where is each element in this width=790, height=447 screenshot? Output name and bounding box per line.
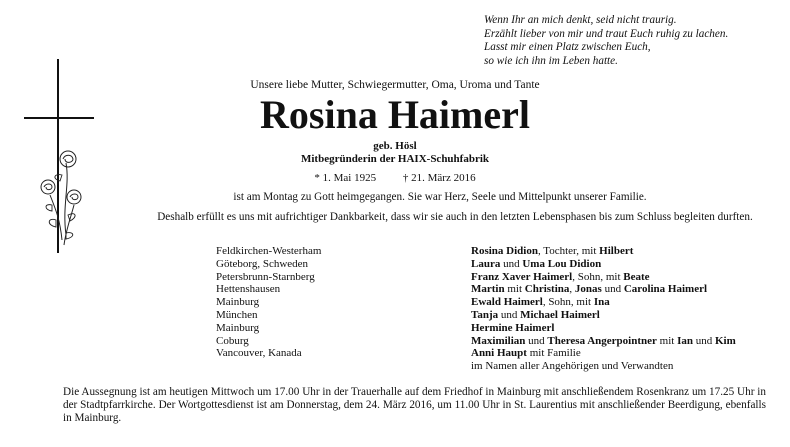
mourner-line bbox=[471, 258, 781, 271]
mourner-text: , Sohn, mit bbox=[572, 270, 624, 283]
mourner-text: Laura bbox=[471, 257, 501, 270]
poem-line: Erzählt lieber von mir und traut Euch ruhig zu lachen. bbox=[484, 27, 729, 40]
deceased-name: Rosina Haimerl bbox=[260, 92, 530, 137]
mourner-line bbox=[471, 335, 781, 348]
places-list bbox=[216, 245, 456, 360]
place-item: München bbox=[216, 308, 258, 321]
paragraph-1: ist am Montag zu Gott heimgegangen. Sie war Herz, Seele und Mittelpunkt unserer Familie. bbox=[233, 191, 647, 203]
mourner-text: und bbox=[500, 257, 523, 270]
place-item: Hettenshausen bbox=[216, 283, 281, 296]
mourner-text: Hilbert bbox=[599, 245, 634, 257]
funeral-details: Die Aussegnung ist am heutigen Mittwoch um 17.00 Uhr in der Trauerhalle auf dem Friedhof in Mainburg mit anschließendem Rosenkranz um 17.25 Uhr in der Stadtpfarrkirche. Der Wortgottesdienst ist am Donnerstag, dem 24. März 2016, um 11.00 Uhr in St. Laurentius mit anschließender Beerdigung, ebenfalls in Mainburg. bbox=[63, 386, 766, 425]
mourner-line bbox=[471, 360, 781, 373]
mourner-line bbox=[471, 271, 781, 284]
place-item: Coburg bbox=[216, 334, 249, 347]
mourner-text: Ina bbox=[593, 296, 610, 309]
mourner-line bbox=[471, 296, 781, 309]
mourner-text: und bbox=[601, 283, 624, 296]
place-item: Petersbrunn-Starnberg bbox=[216, 270, 315, 283]
mourner-text: Franz Xaver Haimerl bbox=[471, 270, 573, 283]
place-item: Mainburg bbox=[216, 321, 260, 334]
mourner-text: Tanja bbox=[471, 308, 499, 321]
poem-line: Wenn Ihr an mich denkt, seid nicht traurig. bbox=[484, 14, 677, 26]
mourner-text: Ewald Haimerl bbox=[471, 296, 543, 309]
place-item: Göteborg, Schweden bbox=[216, 257, 309, 270]
maiden-name: geb. Hösl bbox=[373, 140, 417, 152]
mourner-text: Ian bbox=[677, 334, 693, 347]
mourner-text: , Tochter, mit bbox=[537, 245, 600, 257]
mourner-text: Theresa Angerpointner bbox=[547, 334, 657, 347]
mourner-text: Hermine Haimerl bbox=[471, 321, 555, 334]
role-text: Mitbegründerin der HAIX-Schuhfabrik bbox=[300, 153, 490, 165]
mourner-text: Christina bbox=[524, 283, 570, 296]
mourner-text: und bbox=[525, 334, 548, 347]
mourner-line bbox=[471, 283, 781, 296]
mourner-text: Maximilian bbox=[471, 334, 526, 347]
birth-date: * 1. Mai 1925 bbox=[314, 172, 377, 184]
poem bbox=[484, 14, 784, 68]
place-item: Vancouver, Kanada bbox=[216, 347, 302, 360]
place-item: Feldkirchen-Westerham bbox=[216, 245, 322, 257]
mourner-text: und bbox=[498, 308, 521, 321]
death-date: † 21. März 2016 bbox=[402, 172, 476, 184]
mourner-text: mit bbox=[504, 283, 525, 296]
mourner-text: Jonas bbox=[574, 283, 602, 296]
poem-line: Lasst mir einen Platz zwischen Euch, bbox=[484, 41, 651, 54]
mourner-text: Martin bbox=[471, 283, 505, 296]
mourner-text: Kim bbox=[714, 334, 736, 347]
intro-text: Unsere liebe Mutter, Schwiegermutter, Oma, Uroma und Tante bbox=[250, 79, 540, 91]
mourner-text: und bbox=[692, 334, 715, 347]
mourner-text: mit Familie bbox=[526, 347, 581, 360]
paragraph-2: Deshalb erfüllt es uns mit aufrichtiger Dankbarkeit, dass wir sie auch in den letzten Lebensphasen bis zum Schluss begleiten durften. bbox=[157, 211, 753, 223]
mourner-line bbox=[471, 322, 781, 335]
mourner-line bbox=[471, 309, 781, 322]
poem-line: so wie ich ihn im Leben hatte. bbox=[484, 54, 618, 67]
place-item: Mainburg bbox=[216, 296, 260, 309]
mourner-text: Michael Haimerl bbox=[520, 308, 600, 321]
life-dates bbox=[0, 172, 790, 184]
mourner-text: Beate bbox=[623, 270, 650, 283]
mourner-text: , Sohn, mit bbox=[542, 296, 594, 309]
mourner-text: Anni Haupt bbox=[471, 347, 527, 360]
mourner-text: Carolina Haimerl bbox=[623, 283, 708, 296]
mourner-text: , bbox=[569, 283, 575, 296]
mourners-list bbox=[471, 245, 781, 373]
mourner-text: Rosina Didion bbox=[471, 245, 538, 257]
mourner-line bbox=[471, 347, 781, 360]
mourner-line bbox=[471, 245, 781, 258]
mourner-text: mit bbox=[656, 334, 678, 347]
mourner-text: Uma Lou Didion bbox=[522, 257, 602, 270]
mourner-text: im Namen aller Angehörigen und Verwandten bbox=[471, 360, 674, 373]
